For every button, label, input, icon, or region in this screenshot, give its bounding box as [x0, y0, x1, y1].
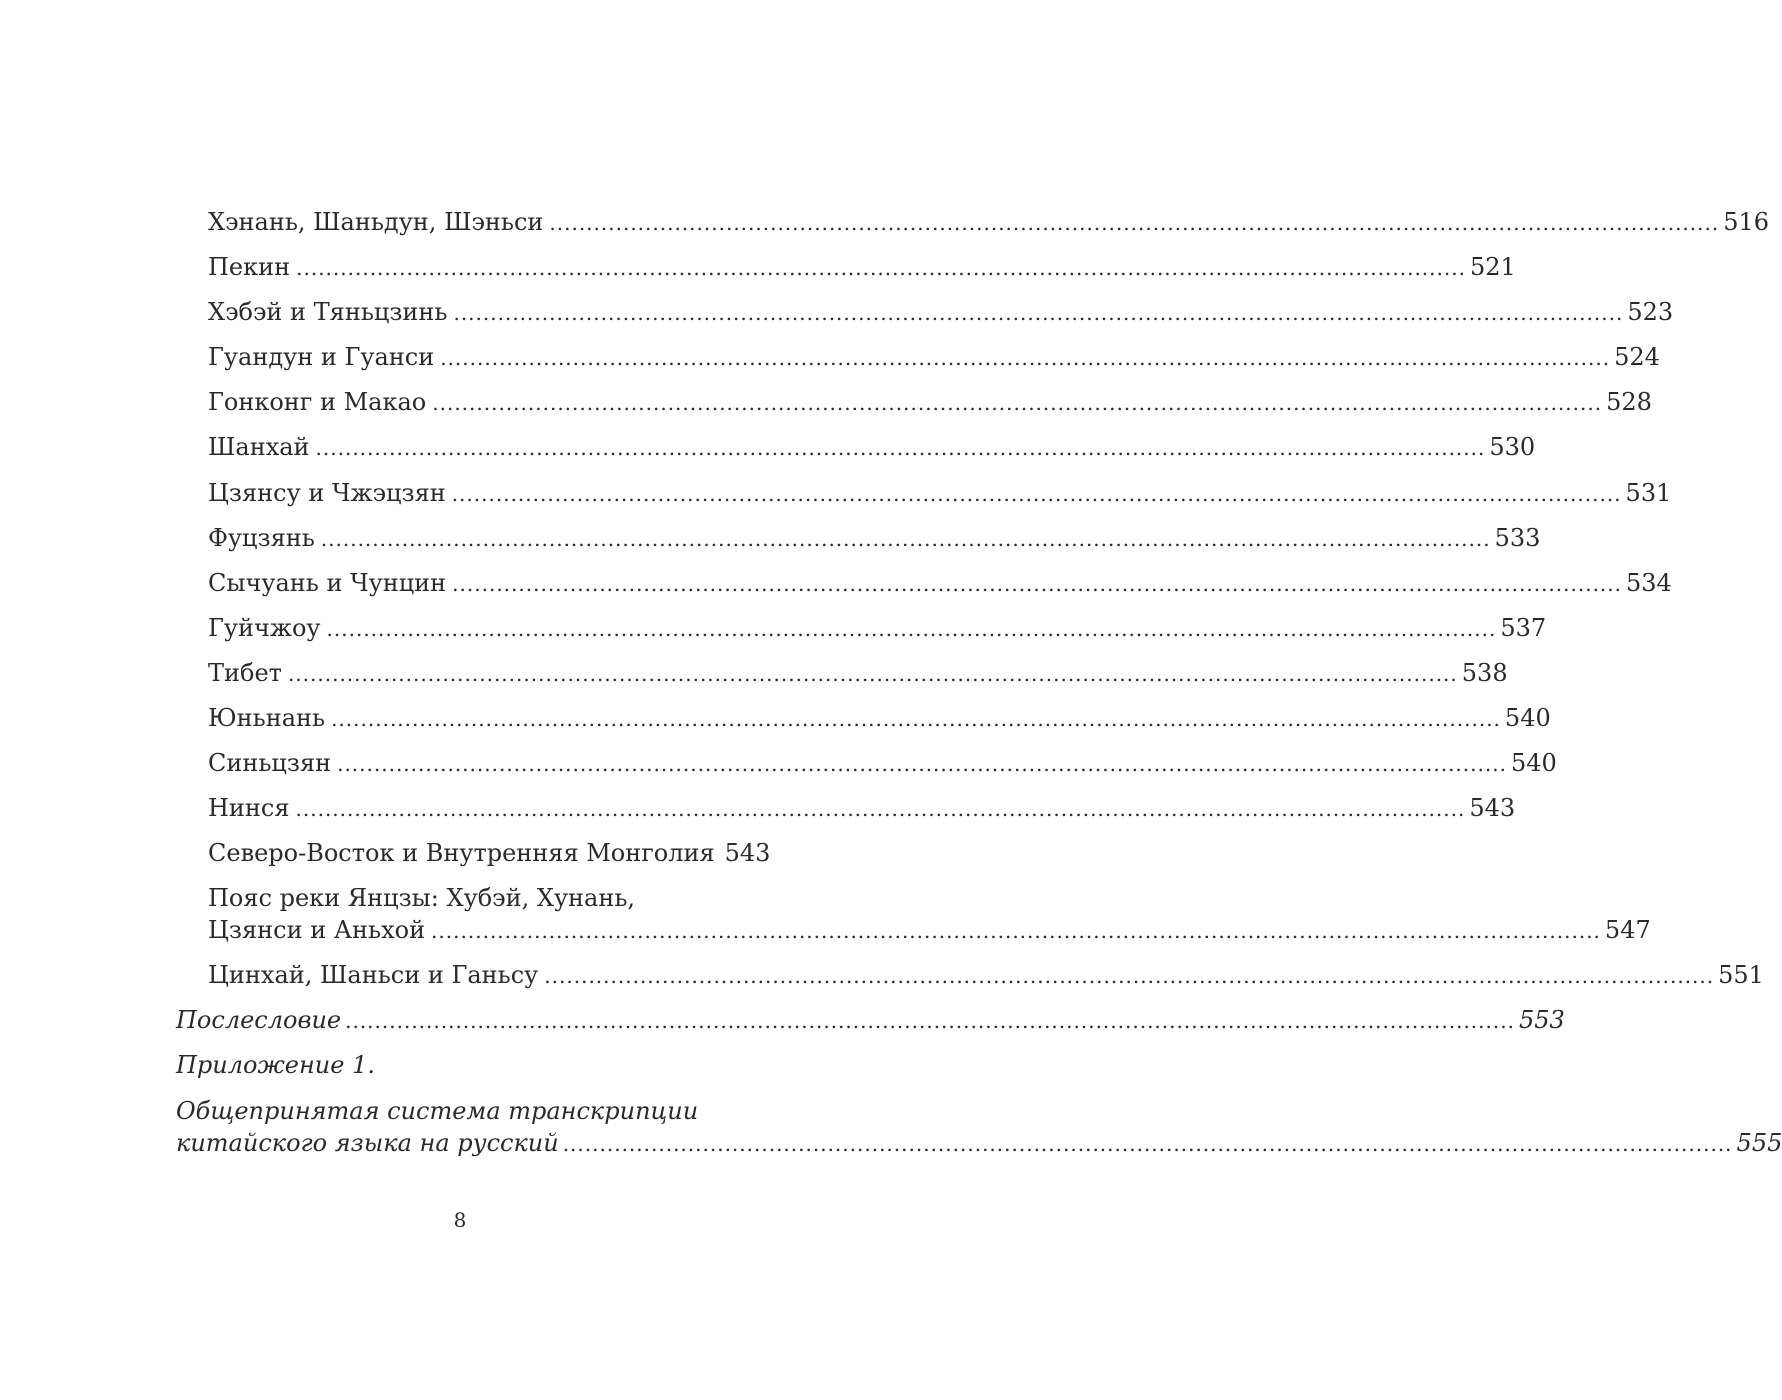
toc-entry[interactable]	[208, 612, 1547, 645]
toc-entry-page: 531	[1625, 479, 1672, 507]
toc-entry-title: Северо-Восток и Внутренняя Монголия	[208, 839, 715, 867]
toc-appendix-title-line1: Общепринятая система транскрипции	[176, 1097, 699, 1125]
toc-entry-title: Сычуань и Чунцин	[208, 569, 447, 597]
toc-entry[interactable]	[208, 206, 1770, 239]
toc-entry-title: Шанхай	[208, 433, 310, 461]
dot-leader: ...............................................................................................................................................................	[562, 1132, 1733, 1156]
dot-leader: ...............................................................................................................................................................	[431, 919, 1601, 943]
toc-entry-page: 534	[1626, 569, 1672, 597]
toc-entry-page: 540	[1510, 749, 1557, 777]
dot-leader: ...............................................................................................................................................................	[544, 964, 1715, 988]
dot-leader: ...............................................................................................................................................................	[452, 572, 1623, 596]
dot-leader: ...............................................................................................................................................................	[432, 391, 1603, 415]
page-number: 8	[453, 1208, 467, 1232]
toc-entry[interactable]	[208, 702, 1551, 735]
toc-entry[interactable]	[208, 837, 771, 870]
dot-leader: ...............................................................................................................................................................	[320, 527, 1491, 551]
toc-entry-title: Послесловие	[176, 1006, 342, 1034]
dot-leader: ...............................................................................................................................................................	[315, 436, 1486, 460]
dot-leader: ...............................................................................................................................................................	[549, 211, 1720, 235]
toc-appendix-heading[interactable]: Приложение 1.	[176, 1051, 375, 1079]
dot-leader: ...............................................................................................................................................................	[296, 256, 1466, 280]
toc-entry-title-line1: Пояс реки Янцзы: Хубэй, Хунань,	[208, 884, 636, 912]
toc-entry-page: 551	[1718, 961, 1764, 989]
toc-entry-page: 524	[1614, 343, 1660, 371]
toc-entry-title: Гуйчжоу	[208, 614, 321, 642]
toc-entry[interactable]	[208, 522, 1541, 555]
toc-entry-page: 528	[1606, 388, 1652, 416]
toc-entry[interactable]	[208, 431, 1536, 464]
toc-entry-title: Гуандун и Гуанси	[208, 343, 435, 371]
toc-entry[interactable]	[208, 386, 1652, 419]
toc-entry-title: Юньнань	[208, 704, 326, 732]
dot-leader: ...............................................................................................................................................................	[453, 301, 1624, 325]
dot-leader: ...............................................................................................................................................................	[331, 707, 1501, 731]
toc-entry-title: Гонконг и Макао	[208, 388, 427, 416]
toc-afterword[interactable]	[176, 1004, 1565, 1037]
toc-entry-page: 521	[1469, 253, 1516, 281]
toc-entry-title: Нинся	[208, 794, 290, 822]
toc-entry-title: Синьцзян	[208, 749, 332, 777]
toc-entry[interactable]	[208, 657, 1508, 690]
toc-entry-page: 555	[1736, 1129, 1782, 1157]
toc-appendix[interactable]	[176, 1127, 1782, 1160]
toc-entry-title: Цинхай, Шаньси и Ганьсу	[208, 961, 539, 989]
toc-entry[interactable]	[208, 747, 1557, 780]
toc-entry-title: Пекин	[208, 253, 291, 281]
toc-entry-page: 543	[724, 839, 771, 867]
dot-leader: ...............................................................................................................................................................	[287, 662, 1458, 686]
dot-leader: ...............................................................................................................................................................	[337, 752, 1507, 776]
toc-entry[interactable]	[208, 477, 1672, 510]
toc-entry[interactable]	[208, 251, 1516, 284]
toc-entry-page: 553	[1518, 1006, 1565, 1034]
toc-entry-page: 537	[1500, 614, 1547, 642]
toc-entry-page: 538	[1461, 659, 1508, 687]
toc-entry-page: 530	[1489, 433, 1536, 461]
toc-entry[interactable]	[208, 567, 1672, 600]
toc-entry-page: 547	[1604, 916, 1651, 944]
toc-entry[interactable]	[208, 792, 1516, 825]
dot-leader: ...............................................................................................................................................................	[345, 1009, 1515, 1033]
toc-entry-page: 540	[1504, 704, 1551, 732]
toc-entry-page: 543	[1469, 794, 1516, 822]
toc-entry-title: Фуцзянь	[208, 524, 315, 552]
toc-entry-page: 523	[1627, 298, 1674, 326]
toc-entry-page: 516	[1723, 208, 1770, 236]
toc-entry-title: Хэбэй и Тяньцзинь	[208, 298, 448, 326]
toc-entry-page: 533	[1494, 524, 1541, 552]
toc-entry[interactable]	[208, 341, 1660, 374]
dot-leader: ...............................................................................................................................................................	[295, 797, 1466, 821]
toc-entry-title: китайского языка на русский	[176, 1129, 559, 1157]
toc-entry-title: Цзянси и Аньхой	[208, 916, 426, 944]
toc-entry-title: Тибет	[208, 659, 282, 687]
toc-entry[interactable]	[208, 914, 1651, 947]
dot-leader: ...............................................................................................................................................................	[440, 346, 1611, 370]
toc-entry-title: Хэнань, Шаньдун, Шэньси	[208, 208, 544, 236]
toc-entry[interactable]	[208, 296, 1674, 329]
dot-leader: ...............................................................................................................................................................	[451, 482, 1622, 506]
dot-leader: ...............................................................................................................................................................	[326, 617, 1497, 641]
toc-entry-title: Цзянсу и Чжэцзян	[208, 479, 446, 507]
toc-entry[interactable]	[208, 959, 1764, 992]
